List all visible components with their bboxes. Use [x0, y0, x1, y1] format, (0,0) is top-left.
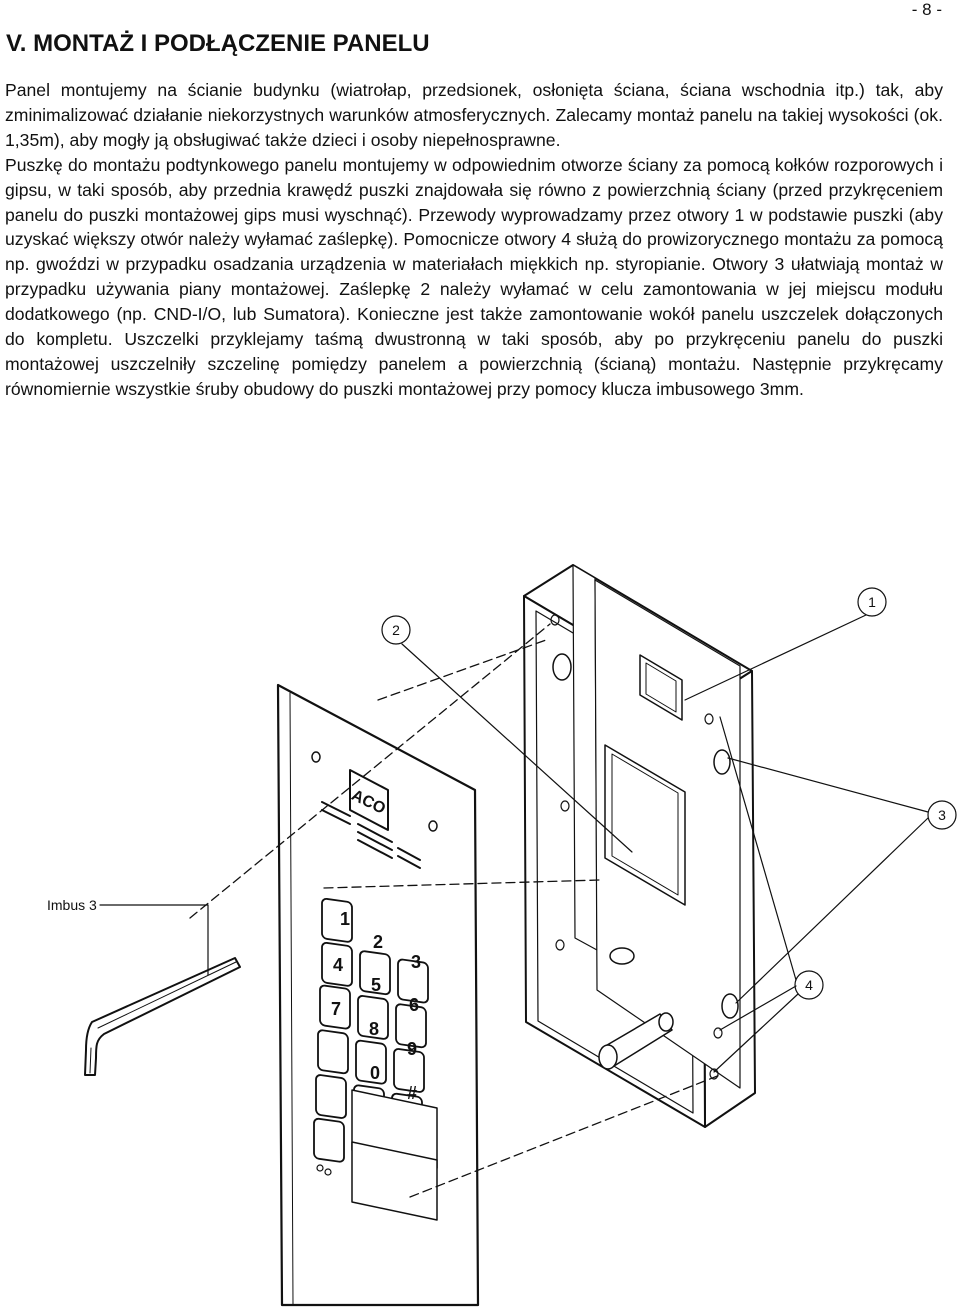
keypad-key-5: 5	[370, 975, 382, 995]
keypad-key-6: 6	[408, 995, 420, 1015]
front-panel	[278, 685, 478, 1305]
keypad-key-hash: #	[406, 1083, 418, 1103]
body-text	[5, 78, 943, 402]
callout-1-label: 1	[868, 594, 876, 610]
keypad-key-4: 4	[332, 955, 344, 975]
mounting-box	[524, 565, 755, 1127]
paragraph-installation-box: Puszkę do montażu podtynkowego panelu montujemy w odpowiednim otworze ściany za pomocą kołków rozporowych i gipsu, w taki sposób, aby przednia krawędź puszki znajdowała się równo z powierzchnią ściany (przed przykręceniem panelu do puszki montażowej gips musi wyschnąć). Przewody wyprowadzamy przez otwory 1 w podstawie puszki (aby uzyskać większy otwór należy wyłamać zaślepkę). Pomocnicze otwory 4 służą do prowizorycznego montażu za pomocą np. gwoździ w przypadku osadzania urządzenia w materiałach miękkich np. styropianie. Otwory 3 ułatwiają montaż w przypadku używania piany montażowej. Zaślepkę 2 należy wyłamać w celu zamontowania w jej miejscu modułu dodatkowego (np. CND-I/O, lub Sumatora). Konieczne jest także zamontowanie wokół panelu uszczelek dołączonych do kompletu. Uszczelki przyklejamy taśmą dwustronną w taki sposób, aby po przykręceniu panelu do puszki montażowej uszczelniły szczelinę pomiędzy panelem a powierzchnią (ścianą) montażu. Następnie przykręcamy równomiernie wszystkie śruby obudowy do puszki montażowej przy pomocy klucza imbusowego 3mm.	[5, 154, 943, 399]
keypad-key-3: 3	[410, 952, 422, 972]
keypad-key-2: 2	[372, 932, 384, 952]
hex-key	[85, 958, 240, 1075]
keypad-key-1: 1	[339, 909, 351, 929]
callout-4-label: 4	[805, 977, 813, 993]
keypad-key-0: 0	[369, 1063, 381, 1083]
keypad-key-9: 9	[406, 1039, 418, 1059]
hex-key-label: Imbus 3	[47, 897, 97, 913]
paragraph-mounting-location: Panel montujemy na ścianie budynku (wiatrołap, przedsionek, osłonięta ściana, ściana wschodnia itp.) tak, aby zminimalizować działanie niekorzystnych warunków atmosferycznych. Zalecamy montaż panelu na takiej wysokości (ok. 1,35m), aby mogły ją obsługiwać także dzieci i osoby niepełnosprawne.	[5, 80, 943, 150]
installation-diagram	[0, 560, 960, 1309]
keypad-key-8: 8	[368, 1019, 380, 1039]
keypad-key-7: 7	[330, 999, 342, 1019]
section-heading: V. MONTAŻ I PODŁĄCZENIE PANELU	[6, 30, 430, 57]
callout-3-label: 3	[938, 807, 946, 823]
callout-2-label: 2	[392, 622, 400, 638]
page-number: - 8 -	[911, 0, 942, 19]
logo-text: ACO	[348, 786, 389, 818]
